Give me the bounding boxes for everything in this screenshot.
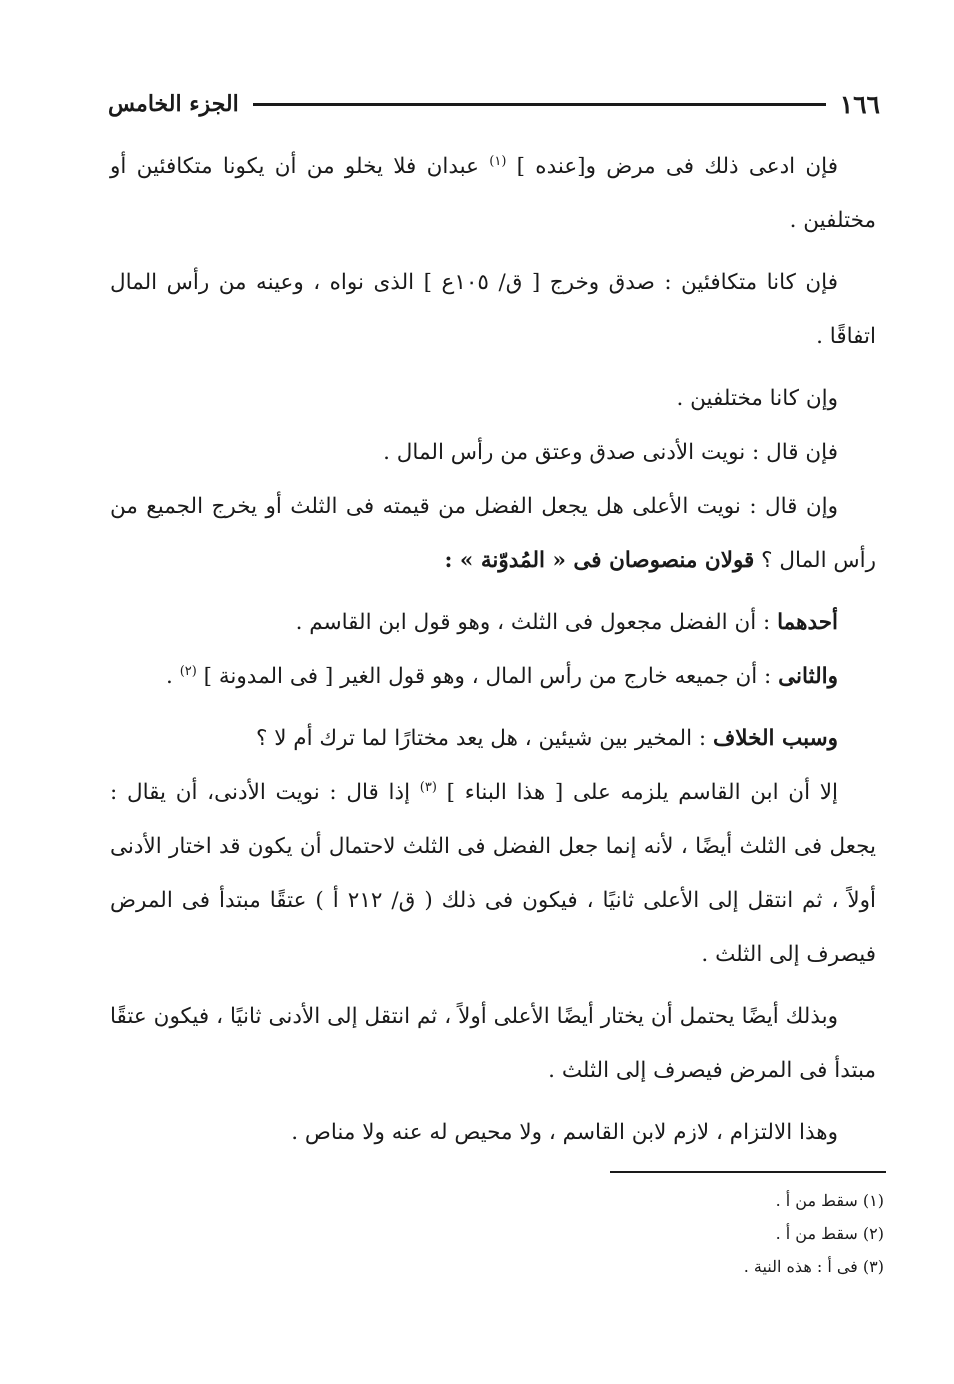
page-number: ١٦٦ xyxy=(839,89,880,119)
paragraph-lead: والثانى xyxy=(778,664,838,689)
paragraph-lead: وسبب الخلاف xyxy=(712,726,838,751)
paragraph-lead: أحدهما xyxy=(777,610,838,635)
paragraph: وإن كانا مختلفين . xyxy=(676,386,838,411)
running-title: الجزء الخامس xyxy=(108,91,239,117)
paragraph: فإن قال : نويت الأدنى صدق وعتق من رأس المال . xyxy=(383,440,838,465)
paragraph: وهذا الالتزام ، لازم لابن القاسم ، ولا محيص له عنه ولا مناص . xyxy=(291,1120,838,1145)
body-text xyxy=(110,140,876,1168)
paragraph: فإن ادعى ذلك فى مرض و[عنده ] $^{(١)}$ عبدان فلا يخلو من أن يكونا متكافئين أو مختلفين . xyxy=(110,153,876,233)
footnote: (٢) سقط من أ . xyxy=(775,1224,884,1243)
paragraph: فإن كانا متكافئين : صدق وخرج [ ق/ ١٠٥ع ] الذى نواه ، وعينه من رأس المال اتفاقًا . xyxy=(110,270,876,349)
bold-phrase: قولان منصوصان فى « المُدوّنة » : xyxy=(444,548,755,573)
paragraph: وإن قال : نويت الأعلى هل يجعل الفضل من قيمته فى الثلث أو يخرج الجميع من رأس المال ؟ قولان منصوصان فى « المُدوّنة » : xyxy=(110,494,876,573)
paragraph: أحدهما : أن الفضل مجعول فى الثلث ، وهو قول ابن القاسم . xyxy=(295,610,838,635)
paragraph: وبذلك أيضًا يحتمل أن يختار أيضًا الأعلى أولاً ، ثم انتقل إلى الأدنى ثانيًا ، فيكون عتقًا مبتدأ فى المرض فيصرف إلى الثلث . xyxy=(110,1004,876,1083)
footnote: (١) سقط من أ . xyxy=(775,1191,884,1210)
paragraph: والثانى : أن جميعه خارج من رأس المال ، وهو قول الغير [ فى المدونة ] $^{(٢)}$ . xyxy=(166,663,838,689)
footnote-separator xyxy=(610,1171,886,1173)
footnote: (٣) فى أ : هذه النية . xyxy=(743,1257,884,1276)
footnote-ref: (١) xyxy=(489,153,507,169)
footnotes xyxy=(484,1184,884,1283)
footnote-ref: (٢) xyxy=(179,663,197,679)
footnote-ref: (٣) xyxy=(419,779,437,795)
paragraph: وسبب الخلاف : المخير بين شيئين ، هل يعد مختارًا لما ترك أم لا ؟ xyxy=(255,726,838,751)
paragraph: إلا أن ابن القاسم يلزمه على [ هذا البناء ] $^{(٣)}$ إذا قال : نويت الأدنى، أن يقال : يجعل فى الثلث أيضًا ، لأنه إنما جعل الفضل فى الثلث لاحتمال أن يكون قد اختار الأدنى أولاً ، ثم انتقل إلى الأعلى ثانيًا ، فيكون فى ذلك ( ق/ ٢١٢ أ ) عتقًا مبتدأ فى المرض فيصرف إلى الثلث . xyxy=(110,779,876,967)
header-rule xyxy=(253,103,826,106)
page-header xyxy=(108,84,880,124)
